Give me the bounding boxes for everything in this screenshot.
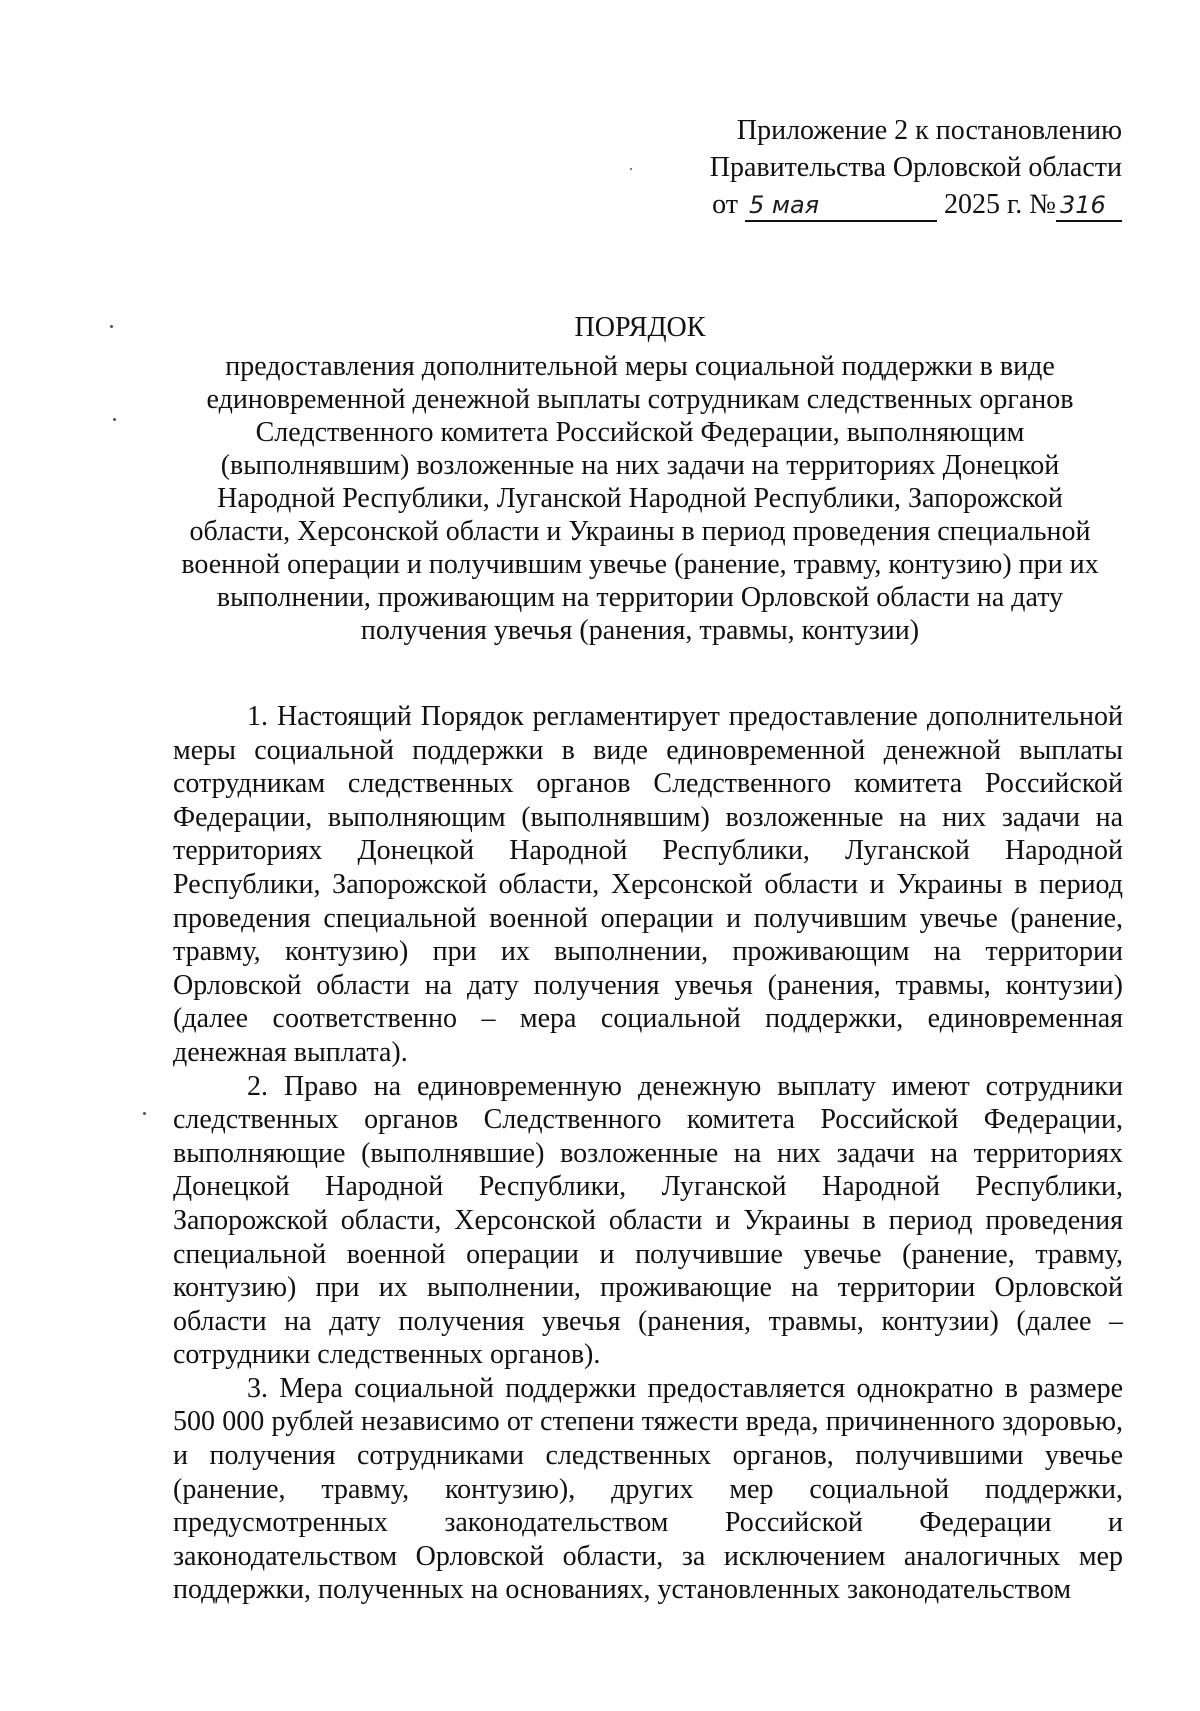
document-body — [173, 700, 1123, 1607]
year-number-label: 2025 г. № — [943, 189, 1056, 220]
title-heading: ПОРЯДОК — [574, 312, 706, 343]
scan-speck — [630, 168, 632, 170]
annex-line-2: Правительства Орловской области — [709, 152, 1122, 183]
paragraph-3: 3. Мера социальной поддержки предоставляется однократно в размере 500 000 рублей независимо от степени тяжести вреда, причиненного здоровью, и получения сотрудниками следственных органов, получившими увечье (ранение, травму, контузию), других мер социальной поддержки, предусмотренных законодательством Российской Федерации и законодательством Орловской области, за исключением аналогичных мер поддержки, полученных на основаниях, установленных законодательством — [173, 1372, 1123, 1606]
title-subtitle: предоставления дополнительной меры социальной поддержки в виде единовременной денежной выплаты сотрудникам следственных органов Следственного комитета Российской Федерации, выполняющим (выполнявшим) возложенные на них задачи на территориях Донецкой Народной Республики, Луганской Народной Республики, Запорожской области, Херсонской области и Украины в период проведения специальной военной операции и получившим увечье (ранение, травму, контузию) при их выполнении, проживающим на территории Орловской области на дату получения увечья (ранения, травмы, контузии) — [181, 351, 1099, 646]
scan-speck — [110, 325, 113, 328]
handwritten-date: 5 мая — [745, 190, 937, 222]
annex-date-line — [682, 186, 1122, 223]
paragraph-1: 1. Настоящий Порядок регламентирует предоставление дополнительной меры социальной поддержки в виде единовременной денежной выплаты сотрудникам следственных органов Следственного комитета Российской Федерации, выполняющим (выполнявшим) возложенные на них задачи на территориях Донецкой Народной Республики, Луганской Народной Республики, Запорожской области, Херсонской области и Украины в период проведения специальной военной операции и получившим увечье (ранение, травму, контузию) при их выполнении, проживающим на территории Орловской области на дату получения увечья (ранения, травмы, контузии) (далее соответственно – мера социальной поддержки, единовременная денежная выплата). — [173, 701, 1123, 1068]
annex-header — [682, 112, 1122, 223]
scan-speck — [113, 418, 116, 421]
handwritten-number: 316 — [1056, 190, 1122, 222]
scan-speck — [143, 1112, 146, 1115]
date-prefix: от — [712, 189, 738, 220]
paragraph-2: 2. Право на единовременную денежную выплату имеют сотрудники следственных органов Следственного комитета Российской Федерации, выполняющие (выполнявшие) возложенные на них задачи на территориях Донецкой Народной Республики, Луганской Народной Республики, Запорожской области, Херсонской области и Украины в период проведения специальной военной операции и получившие увечье (ранение, травму, контузию) при их выполнении, проживающие на территории Орловской области на дату получения увечья (ранения, травмы, контузии) (далее – сотрудники следственных органов). — [173, 1070, 1123, 1371]
document-title — [180, 308, 1100, 647]
annex-line-1: Приложение 2 к постановлению — [736, 115, 1122, 146]
